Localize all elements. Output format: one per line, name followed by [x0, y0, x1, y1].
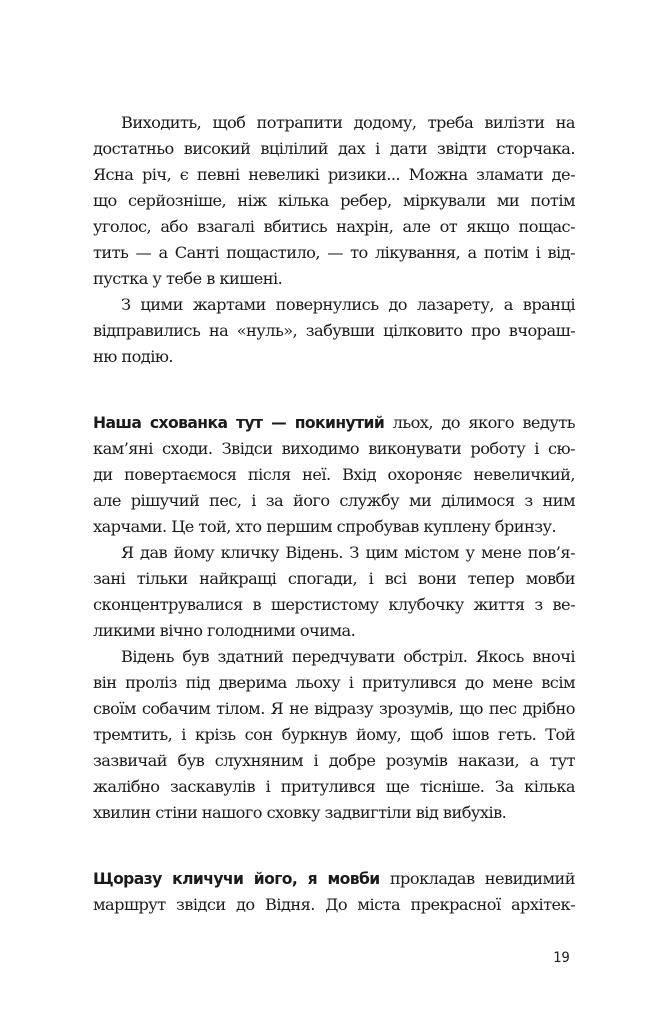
paragraph	[93, 866, 575, 918]
paragraph	[93, 644, 575, 826]
text-line: але рішучий пес, і за його службу ми ділимося з ним	[93, 491, 575, 510]
text-line: тить — а Санті пощастило, — то лікування, а потім і від-	[93, 243, 575, 262]
text-line: достатньо високий вцілілий дах і дати звідти сторчака.	[93, 139, 575, 158]
text-line: ликими вічно голодними очима.	[93, 621, 356, 640]
text-line: Ясна річ, є певні невеликі ризики... Можна зламати де-	[93, 165, 575, 184]
text-line: Я дав йому кличку Відень. З цим містом у мене пов’я-	[121, 543, 575, 562]
paragraph	[93, 292, 575, 370]
text-line: жалібно заскавулів і притулився ще тісніше. За кілька	[93, 777, 575, 796]
text-line: уголос, або взагалі вбитись нахрін, але от якщо пощас-	[93, 217, 575, 236]
text-line: кам’яні сходи. Звідси виходимо виконувати роботу і сю-	[93, 439, 575, 458]
text-line: хвилин стіни нашого сховку задвигтіли від вибухів.	[93, 803, 507, 822]
book-page-text	[93, 110, 575, 918]
text-line: сконцентрувалися в шерстистому клубочку життя з ве-	[93, 595, 575, 614]
section-break	[93, 370, 575, 396]
paragraph	[93, 540, 575, 644]
text-fragment: льох, до якого ведуть	[384, 413, 575, 432]
text-line: зані тільки найкращі спогади, і всі вони тепер мовби	[93, 569, 575, 588]
text-line: З цими жартами повернулись до лазарету, а вранці	[121, 295, 575, 314]
text-line: що серйозніше, ніж кілька ребер, міркували ми потім	[93, 191, 575, 210]
text-fragment: прокладав невидимий	[379, 869, 575, 888]
section-lead-in: Наша схованка тут — покинутий	[93, 414, 385, 432]
section-break-spacer	[93, 396, 575, 410]
paragraph	[93, 410, 575, 540]
text-line: зазвичай був слухняним і добре розумів накази, а тут	[93, 751, 575, 770]
section-break	[93, 826, 575, 852]
text-line: ди повертаємося після неї. Вхід охороняє невеличкий,	[93, 465, 575, 484]
text-line: Виходить, щоб потрапити додому, треба вилізти на	[121, 113, 575, 132]
text-line	[93, 866, 575, 892]
text-line: Відень був здатний передчувати обстріл. Якось вночі	[121, 647, 575, 666]
text-line: маршрут звідси до Відня. До міста прекрасної архітек-	[93, 895, 575, 914]
text-line: своїм собачим тілом. Я не відразу зрозумів, що пес дрібно	[93, 699, 575, 718]
section-lead-in: Щоразу кличучи його, я мовби	[93, 870, 380, 888]
paragraph	[93, 110, 575, 292]
text-line: пустка у тебе в кишені.	[93, 269, 283, 288]
text-line: харчами. Це той, хто першим спробував куплену бринзу.	[93, 517, 557, 536]
text-line	[93, 410, 575, 436]
text-line: відправились на «нуль», забувши цілковито про вчораш-	[93, 321, 575, 340]
section-break-spacer	[93, 852, 575, 866]
text-line: ню подію.	[93, 347, 173, 366]
page-number: 19	[553, 950, 570, 966]
text-line: він проліз під дверима льоху і притулився до мене всім	[93, 673, 575, 692]
text-line: тремтить, і крізь сон буркнув йому, щоб ішов геть. Той	[93, 725, 575, 744]
